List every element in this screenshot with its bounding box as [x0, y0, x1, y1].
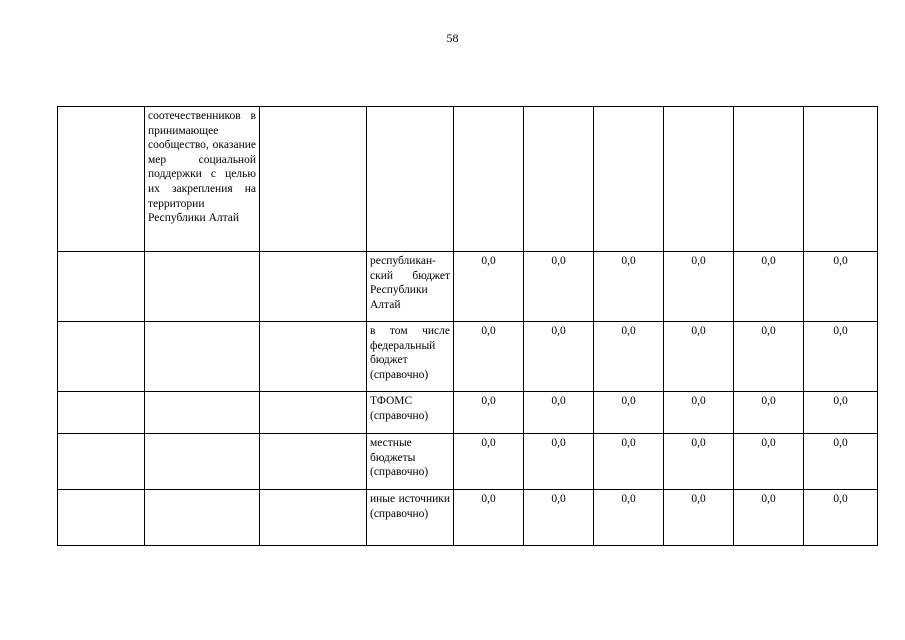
table-cell — [734, 107, 804, 252]
table-cell — [145, 392, 260, 434]
funding-source-cell: в том числе федеральный бюджет (справочно) — [367, 322, 454, 392]
table-cell — [260, 392, 367, 434]
value-cell: 0,0 — [524, 252, 594, 322]
value-cell: 0,0 — [734, 434, 804, 490]
value-cell: 0,0 — [594, 322, 664, 392]
funding-table — [57, 106, 878, 546]
table-row — [58, 252, 878, 322]
table-cell — [260, 490, 367, 546]
table-cell — [804, 107, 878, 252]
value-cell: 0,0 — [664, 322, 734, 392]
value-cell: 0,0 — [524, 322, 594, 392]
table-cell — [58, 490, 145, 546]
funding-source-cell: иные источники (справочно) — [367, 490, 454, 546]
value-cell: 0,0 — [804, 434, 878, 490]
value-cell: 0,0 — [594, 252, 664, 322]
value-cell: 0,0 — [734, 252, 804, 322]
table-cell — [58, 107, 145, 252]
value-cell: 0,0 — [664, 252, 734, 322]
value-cell: 0,0 — [454, 490, 524, 546]
activity-description-cell: соотечественников в принимающее сообщество, оказание мер социальной поддержки с целью их закрепления на территории Республики Алтай — [145, 107, 260, 252]
funding-source-cell: местные бюджеты (справочно) — [367, 434, 454, 490]
table-cell — [260, 434, 367, 490]
table-cell — [524, 107, 594, 252]
table-row — [58, 107, 878, 252]
table-cell — [145, 252, 260, 322]
page-number: 58 — [446, 31, 459, 45]
value-cell: 0,0 — [524, 490, 594, 546]
value-cell: 0,0 — [734, 392, 804, 434]
table-cell — [260, 107, 367, 252]
value-cell: 0,0 — [454, 434, 524, 490]
value-cell: 0,0 — [804, 322, 878, 392]
table-cell — [145, 434, 260, 490]
table-cell — [367, 107, 454, 252]
table-cell — [145, 322, 260, 392]
table-cell — [260, 322, 367, 392]
value-cell: 0,0 — [524, 434, 594, 490]
table-cell — [58, 392, 145, 434]
value-cell: 0,0 — [804, 252, 878, 322]
value-cell: 0,0 — [594, 490, 664, 546]
table-row — [58, 392, 878, 434]
table-row — [58, 490, 878, 546]
value-cell: 0,0 — [454, 322, 524, 392]
value-cell: 0,0 — [734, 490, 804, 546]
table-cell — [260, 252, 367, 322]
table-row — [58, 322, 878, 392]
funding-source-cell: ТФОМС (справочно) — [367, 392, 454, 434]
value-cell: 0,0 — [664, 490, 734, 546]
value-cell: 0,0 — [664, 392, 734, 434]
value-cell: 0,0 — [664, 434, 734, 490]
value-cell: 0,0 — [524, 392, 594, 434]
value-cell: 0,0 — [594, 434, 664, 490]
funding-source-cell: республикан-ский бюджет Республики Алтай — [367, 252, 454, 322]
table-cell — [664, 107, 734, 252]
table-cell — [58, 322, 145, 392]
value-cell: 0,0 — [454, 392, 524, 434]
table-cell — [145, 490, 260, 546]
value-cell: 0,0 — [804, 392, 878, 434]
value-cell: 0,0 — [734, 322, 804, 392]
table-row — [58, 434, 878, 490]
value-cell: 0,0 — [454, 252, 524, 322]
table-cell — [454, 107, 524, 252]
table-cell — [58, 434, 145, 490]
value-cell: 0,0 — [594, 392, 664, 434]
table-cell — [58, 252, 145, 322]
value-cell: 0,0 — [804, 490, 878, 546]
table-cell — [594, 107, 664, 252]
